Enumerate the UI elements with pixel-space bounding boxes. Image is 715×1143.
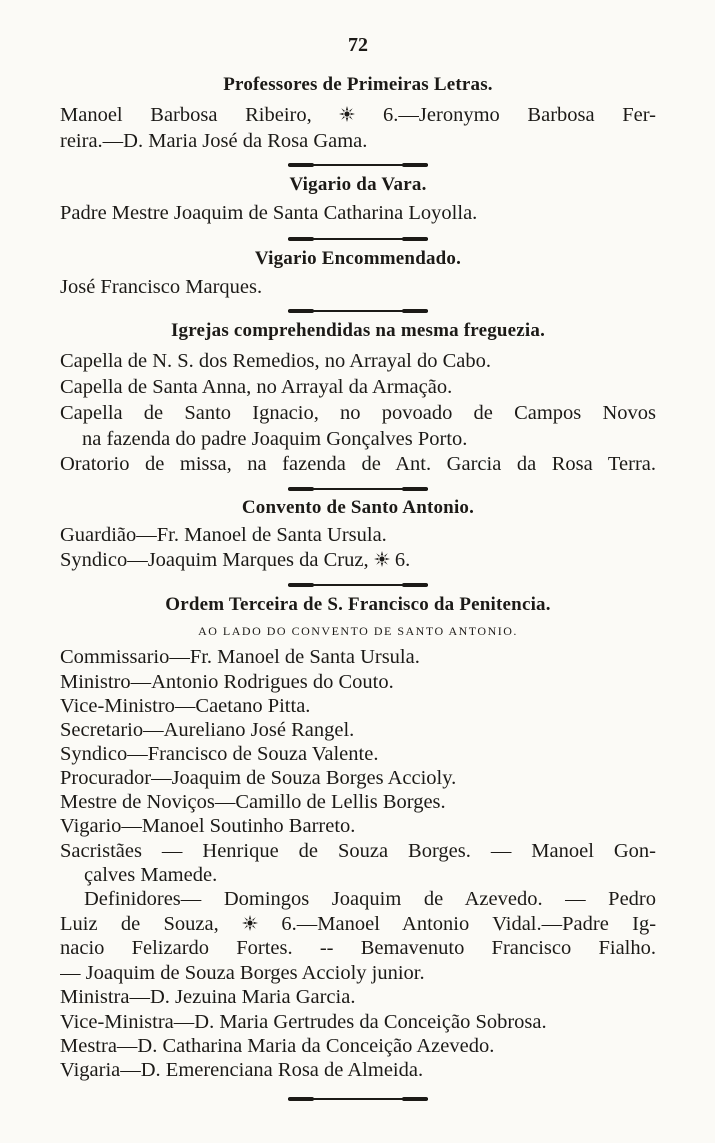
- ordem-line-12b: 6.—Manoel Antonio Vidal.—Padre Ig-: [281, 913, 656, 935]
- ordem-line-12a: Luiz de Souza,: [60, 913, 219, 935]
- professores-line-2: reira.—D. Maria José da Rosa Gama.: [60, 130, 368, 152]
- convento-line-1: Guardião—Fr. Manoel de Santa Ursula.: [60, 524, 387, 546]
- section-divider: [288, 164, 428, 166]
- ordem-line-11: Definidores— Domingos Joaquim de Azevedo. — Pedro: [84, 888, 656, 910]
- ordem-line-7: Mestre de Noviços—Camillo de Lellis Borges.: [60, 791, 446, 813]
- ordem-line-2: Ministro—Antonio Rodrigues do Couto.: [60, 671, 394, 693]
- section-divider: [288, 238, 428, 240]
- heading-vigario-encommendado: Vigario Encommendado.: [254, 248, 462, 269]
- ordem-line-3: Vice-Ministro—Caetano Pitta.: [60, 695, 311, 717]
- ordem-line-9: Sacristães — Henrique de Souza Borges. — Manoel Gon-: [60, 840, 656, 862]
- ordem-line-4: Secretario—Aureliano José Rangel.: [60, 719, 355, 741]
- section-divider: [288, 1098, 428, 1100]
- heading-vigario-vara: Vigario da Vara.: [289, 174, 427, 195]
- ordem-line-8: Vigario—Manoel Soutinho Barreto.: [60, 815, 356, 837]
- ordem-line-15: Ministra—D. Jezuina Maria Garcia.: [60, 986, 356, 1008]
- heading-professores: Professores de Primeiras Letras.: [223, 74, 493, 95]
- section-divider: [288, 310, 428, 312]
- decoration-star-icon: [242, 915, 258, 931]
- igrejas-line-2: Capella de Santa Anna, no Arrayal da Armação.: [60, 376, 453, 398]
- professores-line-1b: 6.—Jeronymo Barbosa Fer-: [383, 104, 656, 126]
- ordem-line-18: Vigaria—D. Emerenciana Rosa de Almeida.: [60, 1059, 424, 1081]
- page-number: 72: [348, 34, 368, 56]
- convento-line-2a: Syndico—Joaquim Marques da Cruz,: [60, 549, 369, 571]
- section-divider: [288, 584, 428, 586]
- decoration-star-icon: [339, 106, 355, 122]
- vigario-encommendado-line-1: José Francisco Marques.: [60, 276, 263, 298]
- ordem-line-16: Vice-Ministra—D. Maria Gertrudes da Conceição Sobrosa.: [60, 1011, 547, 1033]
- heading-ordem: Ordem Terceira de S. Francisco da Penitencia.: [165, 594, 551, 615]
- igrejas-line-4: na fazenda do padre Joaquim Gonçalves Porto.: [82, 428, 468, 450]
- vigario-vara-line-1: Padre Mestre Joaquim de Santa Catharina Loyolla.: [60, 202, 478, 224]
- section-divider: [288, 488, 428, 490]
- igrejas-line-5: Oratorio de missa, na fazenda de Ant. Garcia da Rosa Terra.: [60, 453, 656, 475]
- ordem-line-12: [60, 913, 656, 936]
- ordem-line-17: Mestra—D. Catharina Maria da Conceição Azevedo.: [60, 1035, 495, 1057]
- ordem-line-5: Syndico—Francisco de Souza Valente.: [60, 743, 379, 765]
- igrejas-line-3: Capella de Santo Ignacio, no povoado de Campos Novos: [60, 402, 656, 424]
- decoration-star-icon: [374, 551, 390, 567]
- igrejas-line-1: Capella de N. S. dos Remedios, no Arrayal do Cabo.: [60, 350, 492, 372]
- convento-line-2: [60, 549, 656, 572]
- ordem-subtitle: AO LADO DO CONVENTO DE SANTO ANTONIO.: [198, 624, 518, 638]
- ordem-line-10: çalves Mamede.: [84, 864, 218, 886]
- ordem-line-13: nacio Felizardo Fortes. -- Bemavenuto Francisco Fialho.: [60, 937, 656, 959]
- convento-line-2b: 6.: [394, 549, 411, 571]
- ordem-line-6: Procurador—Joaquim de Souza Borges Accioly.: [60, 767, 457, 789]
- professores-line-1a: Manoel Barbosa Ribeiro,: [60, 104, 312, 126]
- ordem-line-14: — Joaquim de Souza Borges Accioly junior.: [60, 962, 425, 984]
- heading-igrejas: Igrejas comprehendidas na mesma freguezia.: [170, 320, 546, 341]
- professores-line-1: [60, 104, 656, 127]
- ordem-line-1: Commissario—Fr. Manoel de Santa Ursula.: [60, 646, 420, 668]
- heading-convento: Convento de Santo Antonio.: [241, 497, 475, 518]
